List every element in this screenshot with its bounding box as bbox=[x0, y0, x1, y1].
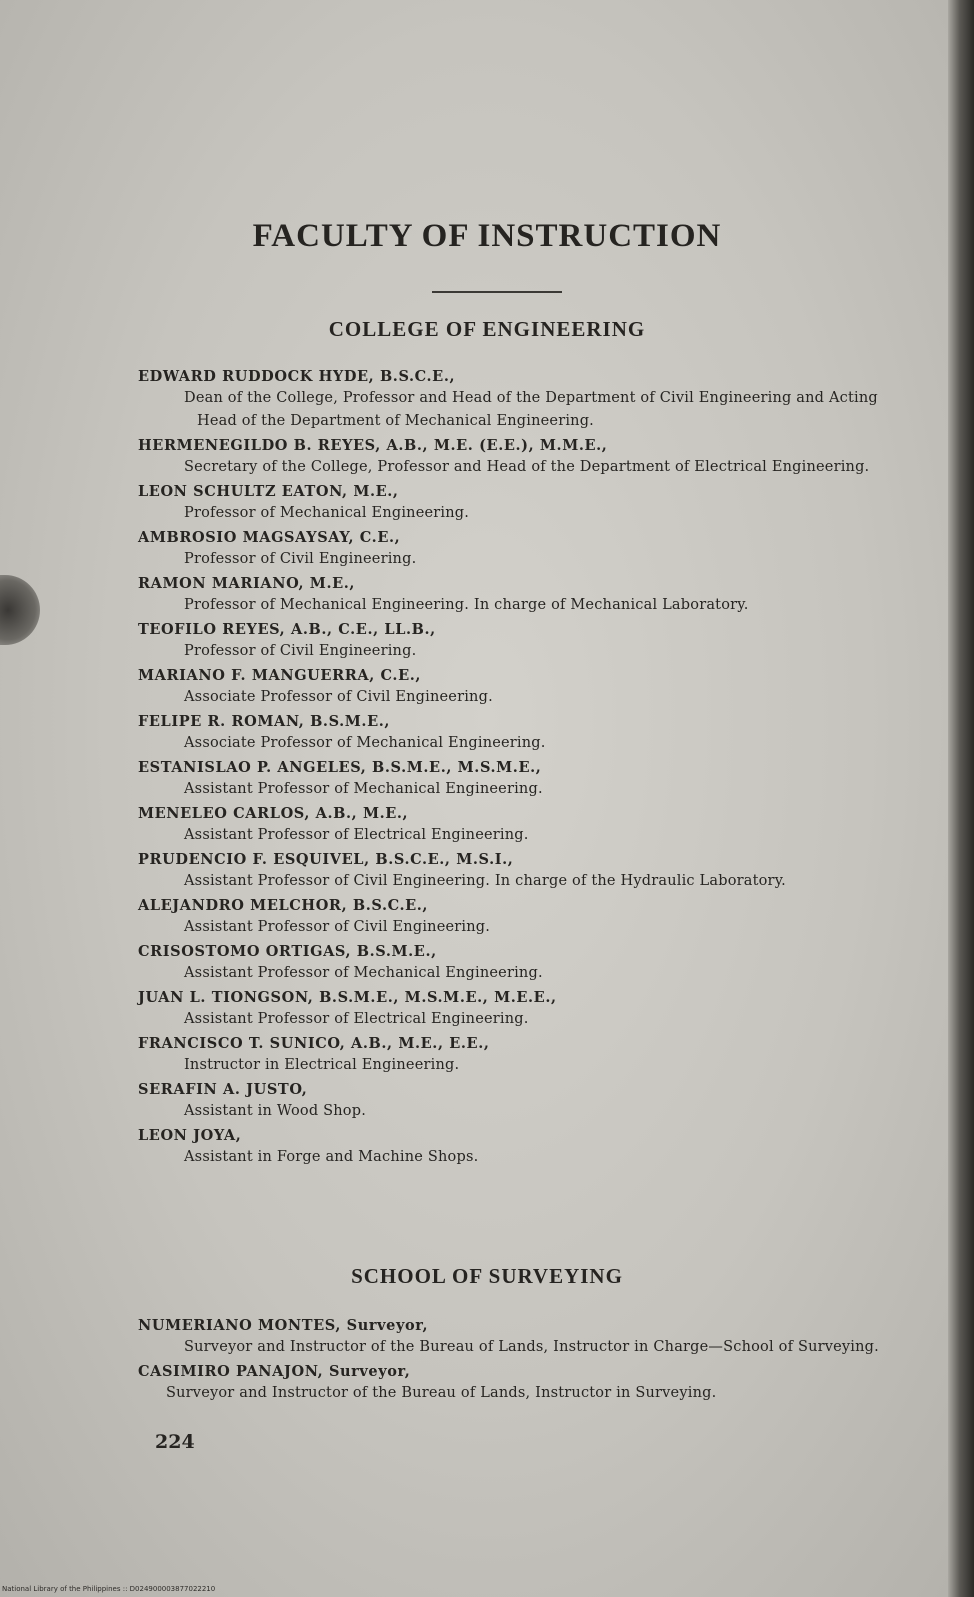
faculty-name: AMBROSIO MAGSAYSAY, C.E., bbox=[138, 529, 401, 546]
faculty-name: LEON JOYA, bbox=[138, 1127, 242, 1144]
faculty-name: FRANCISCO T. SUNICO, A.B., M.E., E.E., bbox=[138, 1035, 490, 1052]
faculty-description: Associate Professor of Mechanical Engineering. bbox=[184, 735, 546, 751]
faculty-rank: Surveyor, bbox=[328, 1363, 411, 1380]
faculty-name: MENELEO CARLOS, A.B., M.E., bbox=[138, 805, 409, 822]
faculty-description: Assistant Professor of Mechanical Engineering. bbox=[184, 965, 543, 981]
faculty-entry bbox=[138, 666, 908, 709]
faculty-name: FELIPE R. ROMAN, B.S.M.E., bbox=[138, 713, 391, 730]
faculty-name: ESTANISLAO P. ANGELES, B.S.M.E., M.S.M.E., bbox=[138, 759, 542, 776]
faculty-name: JUAN L. TIONGSON, B.S.M.E., M.S.M.E., M.E.E., bbox=[138, 989, 557, 1006]
faculty-rank: Surveyor, bbox=[346, 1317, 429, 1334]
faculty-entry bbox=[138, 942, 908, 985]
faculty-entry bbox=[138, 436, 908, 479]
faculty-description: Professor of Mechanical Engineering. bbox=[184, 505, 470, 521]
faculty-name: CRISOSTOMO ORTIGAS, B.S.M.E., bbox=[138, 943, 437, 960]
page-number: 224 bbox=[155, 1431, 195, 1453]
faculty-description: Surveyor and Instructor of the Bureau of Lands, Instructor in Charge—School of Surveying. bbox=[184, 1339, 879, 1355]
faculty-name bbox=[138, 1316, 908, 1336]
faculty-name: TEOFILO REYES, A.B., C.E., LL.B., bbox=[138, 621, 436, 638]
faculty-description: Assistant in Forge and Machine Shops. bbox=[184, 1149, 479, 1165]
faculty-name: ALEJANDRO MELCHOR, B.S.C.E., bbox=[138, 897, 429, 914]
faculty-description: Assistant Professor of Civil Engineering. In charge of the Hydraulic Laboratory. bbox=[184, 873, 786, 889]
faculty-entry bbox=[138, 367, 908, 433]
faculty-name: MARIANO F. MANGUERRA, C.E., bbox=[138, 667, 422, 684]
faculty-name-text: CASIMIRO PANAJON, bbox=[138, 1363, 324, 1380]
faculty-name: SERAFIN A. JUSTO, bbox=[138, 1081, 308, 1098]
faculty-description: Associate Professor of Civil Engineering. bbox=[184, 689, 493, 705]
faculty-name-text: NUMERIANO MONTES, bbox=[138, 1317, 341, 1334]
faculty-description: Assistant Professor of Electrical Engineering. bbox=[184, 1011, 529, 1027]
faculty-entry bbox=[138, 850, 908, 893]
faculty-entry bbox=[138, 1034, 908, 1077]
faculty-entry bbox=[138, 896, 908, 939]
faculty-description: Assistant in Wood Shop. bbox=[184, 1103, 367, 1119]
faculty-description: Instructor in Electrical Engineering. bbox=[184, 1057, 460, 1073]
faculty-entry bbox=[138, 988, 908, 1031]
faculty-entry bbox=[138, 1126, 908, 1169]
faculty-entry bbox=[138, 712, 908, 755]
faculty-entry bbox=[138, 620, 908, 663]
section-heading-surveying: SCHOOL OF SURVEYING bbox=[351, 1264, 623, 1288]
title-divider bbox=[432, 291, 562, 293]
faculty-name: RAMON MARIANO, M.E., bbox=[138, 575, 356, 592]
faculty-name: PRUDENCIO F. ESQUIVEL, B.S.C.E., M.S.I., bbox=[138, 851, 514, 868]
faculty-entry bbox=[138, 1362, 908, 1405]
faculty-description: Assistant Professor of Mechanical Engineering. bbox=[184, 781, 543, 797]
faculty-description: Secretary of the College, Professor and Head of the Department of Electrical Engineering. bbox=[184, 459, 870, 475]
faculty-entry bbox=[138, 1080, 908, 1123]
faculty-description: Professor of Mechanical Engineering. In charge of Mechanical Laboratory. bbox=[184, 597, 749, 613]
faculty-entry bbox=[138, 528, 908, 571]
faculty-entry bbox=[138, 758, 908, 801]
surveying-faculty-list bbox=[138, 1316, 908, 1408]
faculty-entry bbox=[138, 804, 908, 847]
faculty-description: Assistant Professor of Electrical Engineering. bbox=[184, 827, 529, 843]
faculty-description: Dean of the College, Professor and Head of the Department of Civil Engineering and Acting Head of the Department of Mechanical Engineering. bbox=[184, 390, 878, 429]
faculty-entry bbox=[138, 482, 908, 525]
faculty-name: LEON SCHULTZ EATON, M.E., bbox=[138, 483, 399, 500]
faculty-description: Assistant Professor of Civil Engineering. bbox=[184, 919, 491, 935]
library-footer: National Library of the Philippines :: D024900003877022210 bbox=[2, 1585, 216, 1593]
faculty-entry bbox=[138, 1316, 908, 1359]
engineering-faculty-list bbox=[138, 367, 908, 1172]
faculty-description: Surveyor and Instructor of the Bureau of Lands, Instructor in Surveying. bbox=[166, 1385, 717, 1401]
faculty-name: EDWARD RUDDOCK HYDE, B.S.C.E., bbox=[138, 368, 456, 385]
faculty-entry bbox=[138, 574, 908, 617]
faculty-description: Professor of Civil Engineering. bbox=[184, 643, 417, 659]
faculty-description: Professor of Civil Engineering. bbox=[184, 551, 417, 567]
section-heading-engineering: COLLEGE OF ENGINEERING bbox=[328, 317, 646, 341]
faculty-name: HERMENEGILDO B. REYES, A.B., M.E. (E.E.), M.M.E., bbox=[138, 437, 608, 454]
page-title: FACULTY OF INSTRUCTION bbox=[252, 218, 722, 254]
faculty-name bbox=[138, 1362, 908, 1382]
